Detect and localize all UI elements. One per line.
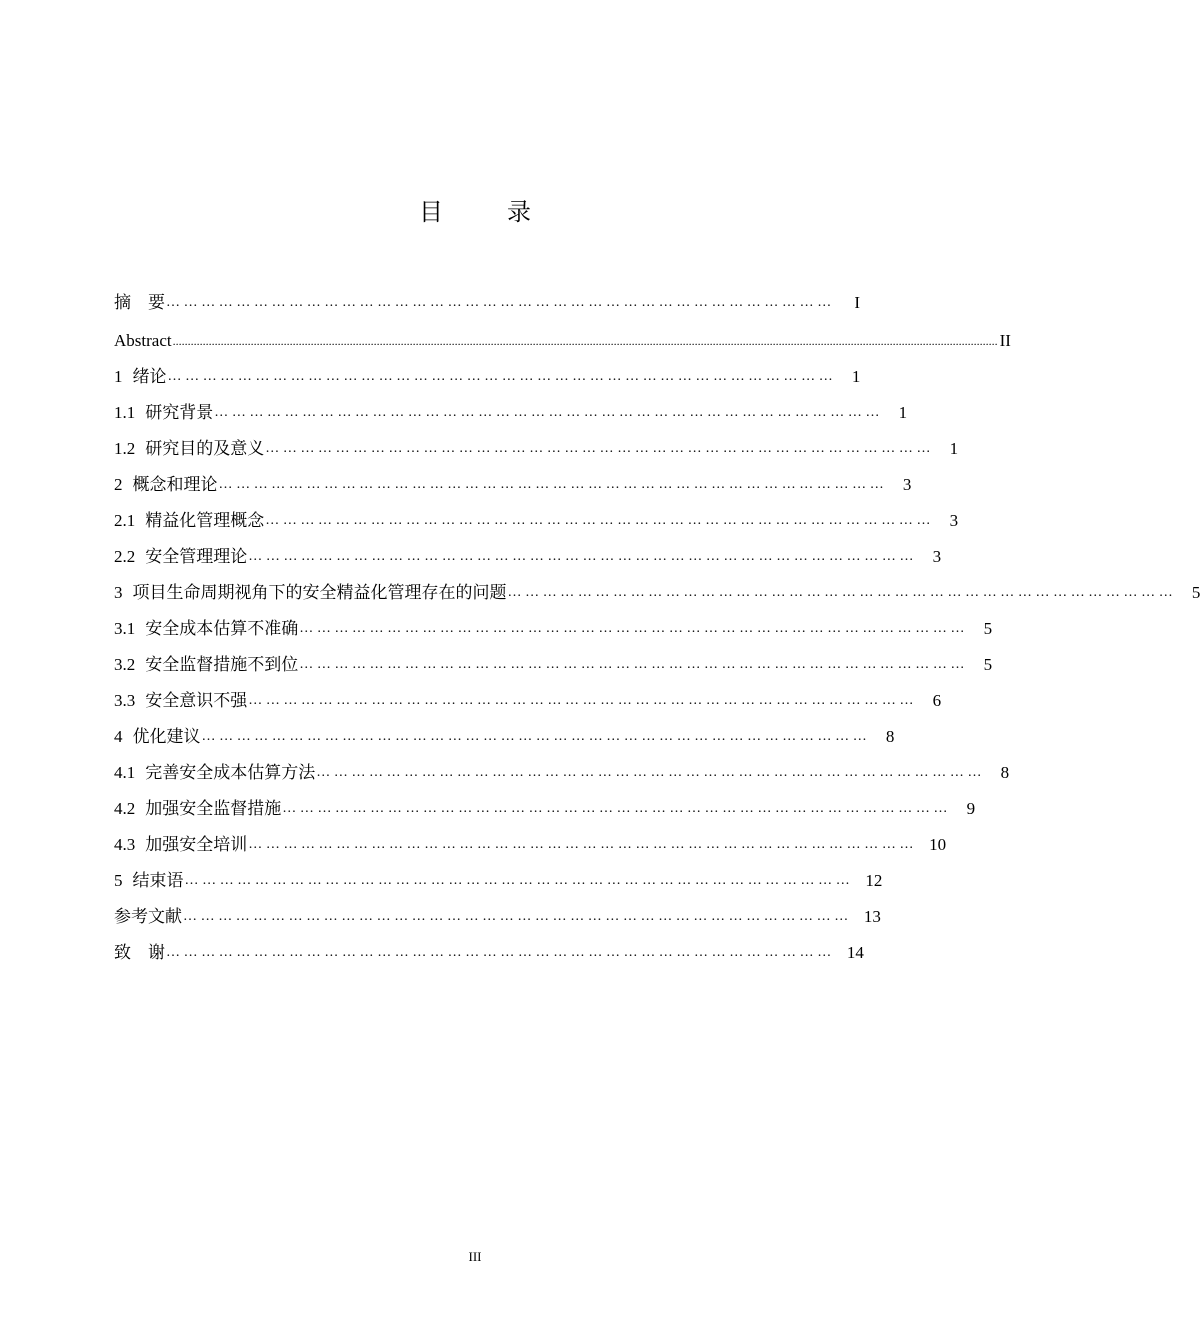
toc-entry-number: 1.2 xyxy=(114,439,136,458)
toc-leader-dots: …………………………………………………………………………………………………… xyxy=(167,369,837,384)
toc-leader-dots: …………………………………………………………………………………………………… xyxy=(507,585,1177,600)
toc-page-number: 8 xyxy=(885,727,895,746)
toc-entry-number: 2.1 xyxy=(114,511,136,530)
toc-page-number: 5 xyxy=(983,619,993,638)
toc-page-number: 5 xyxy=(1191,583,1200,602)
toc-page-number: I xyxy=(854,293,860,312)
page-title: 目 录 xyxy=(419,200,551,226)
toc-leader-dots: …………………………………………………………………………………………………… xyxy=(166,295,835,310)
toc-leader-dots: …………………………………………………………………………………………………… xyxy=(166,945,835,960)
toc-entry-number: 3.3 xyxy=(114,691,136,710)
toc-entry-number: 4.1 xyxy=(114,763,136,782)
footer-page-number: III xyxy=(468,1249,482,1264)
toc-entry-section-2-2[interactable] xyxy=(114,538,942,574)
toc-entry-label: 精益化管理概念 xyxy=(145,511,265,530)
toc-leader-dots: …………………………………………………………………………………………………… xyxy=(201,729,871,744)
toc-leader-dots: …………………………………………………………………………………………………… xyxy=(282,801,952,816)
toc-entry-chapter-1[interactable] xyxy=(114,358,860,394)
toc-entry-label: 概念和理论 xyxy=(132,475,218,494)
toc-entry-section-1-2[interactable] xyxy=(114,430,959,466)
toc-leader-dots: …………………………………………………………………………………………………… xyxy=(265,513,935,528)
toc-page-number: 10 xyxy=(929,835,947,854)
toc-leader-dots: …………………………………………………………………………………………………… xyxy=(183,909,852,924)
toc-entry-label: 绪论 xyxy=(132,367,167,386)
table-of-contents xyxy=(114,283,1200,970)
toc-entry-abstract-cn[interactable] xyxy=(114,283,860,320)
toc-entry-number: 2.2 xyxy=(114,547,136,566)
toc-entry-label: 安全意识不强 xyxy=(145,691,248,710)
toc-entry-number: 3.1 xyxy=(114,619,136,638)
toc-entry-chapter-5[interactable] xyxy=(114,862,883,898)
toc-entry-abstract-en[interactable] xyxy=(114,320,1011,358)
toc-page-number: 12 xyxy=(865,871,883,890)
toc-leader-dots: …………………………………………………………………………………………………… xyxy=(248,693,918,708)
toc-entry-number: 3.2 xyxy=(114,655,136,674)
toc-entry-label: 研究背景 xyxy=(145,403,214,422)
toc-entry-section-2-1[interactable] xyxy=(114,502,959,538)
toc-entry-section-3-1[interactable] xyxy=(114,610,993,646)
toc-page-number: 14 xyxy=(846,943,864,962)
toc-page-number: 1 xyxy=(851,367,861,386)
toc-leader-dots: …………………………………………………………………………………………………… xyxy=(218,477,888,492)
toc-entry-section-4-1[interactable] xyxy=(114,754,1010,790)
toc-leader-dots: ................................................................................................................................................................................................................................................................................... xyxy=(172,334,998,348)
toc-leader-dots: …………………………………………………………………………………………………… xyxy=(214,405,884,420)
toc-entry-label: 加强安全监督措施 xyxy=(145,799,282,818)
toc-entry-number: 3 xyxy=(114,583,123,602)
toc-entry-number: 4 xyxy=(114,727,123,746)
toc-entry-label: Abstract xyxy=(114,331,172,350)
toc-entry-section-4-3[interactable] xyxy=(114,826,947,862)
toc-page-number: 9 xyxy=(966,799,976,818)
toc-page-number: 8 xyxy=(1000,763,1010,782)
toc-entry-section-1-1[interactable] xyxy=(114,394,908,430)
toc-entry-section-3-3[interactable] xyxy=(114,682,942,718)
toc-entry-label: 完善安全成本估算方法 xyxy=(145,763,316,782)
toc-page-number: 6 xyxy=(932,691,942,710)
toc-entry-number: 1.1 xyxy=(114,403,136,422)
toc-page-number: 1 xyxy=(898,403,908,422)
toc-entry-number: 2 xyxy=(114,475,123,494)
toc-page-number: II xyxy=(999,331,1011,350)
toc-leader-dots: …………………………………………………………………………………………………… xyxy=(248,837,918,852)
toc-page-number: 3 xyxy=(902,475,912,494)
toc-entry-chapter-3[interactable] xyxy=(114,574,1200,610)
toc-leader-dots: …………………………………………………………………………………………………… xyxy=(299,621,969,636)
toc-entry-label: 项目生命周期视角下的安全精益化管理存在的问题 xyxy=(132,583,507,602)
toc-entry-chapter-2[interactable] xyxy=(114,466,912,502)
toc-page-number: 3 xyxy=(932,547,942,566)
toc-entry-label: 摘 要 xyxy=(114,293,165,312)
toc-page-number: 13 xyxy=(863,907,881,926)
toc-entry-number: 4.3 xyxy=(114,835,136,854)
toc-entry-number: 4.2 xyxy=(114,799,136,818)
toc-entry-label: 致 谢 xyxy=(114,943,165,962)
toc-entry-label: 研究目的及意义 xyxy=(145,439,265,458)
toc-leader-dots: …………………………………………………………………………………………………… xyxy=(184,873,854,888)
toc-entry-label: 安全成本估算不准确 xyxy=(145,619,299,638)
toc-leader-dots: …………………………………………………………………………………………………… xyxy=(248,549,918,564)
toc-page-number: 3 xyxy=(949,511,959,530)
toc-page-number: 5 xyxy=(983,655,993,674)
toc-entry-chapter-4[interactable] xyxy=(114,718,895,754)
toc-entry-label: 参考文献 xyxy=(114,907,182,926)
toc-page-number: 1 xyxy=(949,439,959,458)
toc-entry-section-4-2[interactable] xyxy=(114,790,976,826)
toc-leader-dots: …………………………………………………………………………………………………… xyxy=(299,657,969,672)
toc-entry-acknowledgements[interactable] xyxy=(114,934,864,970)
toc-leader-dots: …………………………………………………………………………………………………… xyxy=(265,441,935,456)
toc-entry-label: 安全管理理论 xyxy=(145,547,248,566)
toc-leader-dots: …………………………………………………………………………………………………… xyxy=(316,765,986,780)
toc-entry-label: 安全监督措施不到位 xyxy=(145,655,299,674)
toc-entry-label: 结束语 xyxy=(132,871,184,890)
toc-entry-section-3-2[interactable] xyxy=(114,646,993,682)
toc-entry-label: 优化建议 xyxy=(132,727,201,746)
toc-entry-references[interactable] xyxy=(114,898,881,934)
toc-entry-number: 5 xyxy=(114,871,123,890)
toc-entry-number: 1 xyxy=(114,367,123,386)
toc-entry-label: 加强安全培训 xyxy=(145,835,248,854)
